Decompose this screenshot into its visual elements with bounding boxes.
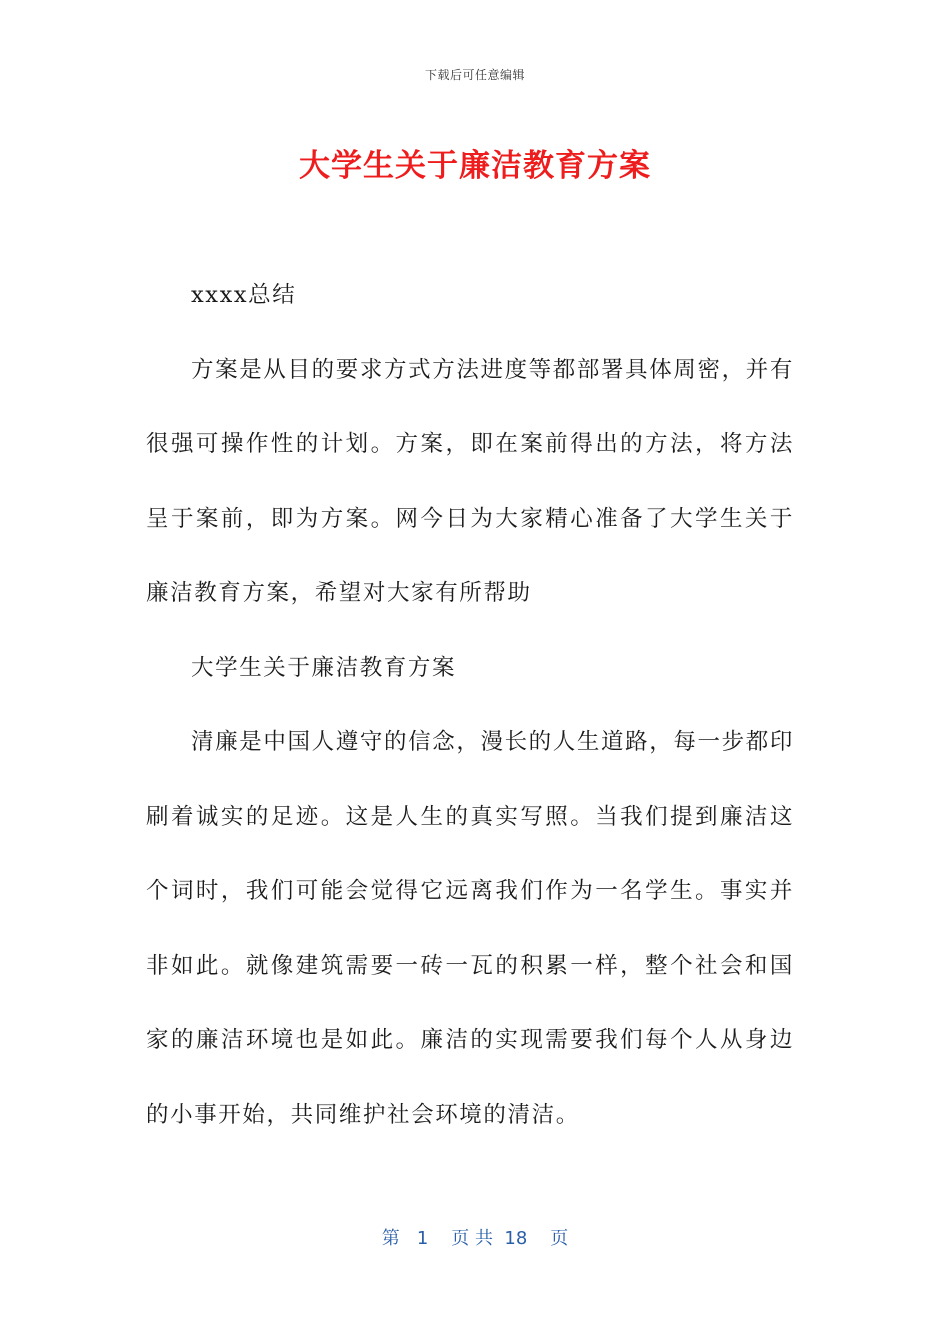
paragraph-subtitle: 大学生关于廉洁教育方案 [191, 654, 457, 681]
paragraph-summary-label: xxxx总结 [191, 282, 297, 308]
paragraph-main: 清廉是中国人遵守的信念，漫长的人生道路，每一步都印刷着诚实的足迹。这是人生的真实写照。当我们提到廉洁这个词时，我们可能会觉得它远离我们作为一名学生。事实并非如此。就像建筑需要一砖一瓦的积累一样，整个社会和国家的廉洁环境也是如此。廉洁的实现需要我们每个人从身边的小事开始，共同维护社会环境的清洁。 [146, 729, 794, 1128]
header-note: 下载后可任意编辑 [424, 68, 525, 82]
page-footer: 第 1 页 共 18 页 [381, 1228, 569, 1249]
paragraph-intro: 方案是从目的要求方式方法进度等都部署具体周密，并有很强可操作性的计划。方案，即在案前得出的方法，将方法呈于案前，即为方案。网今日为大家精心准备了大学生关于廉洁教育方案，希望对大家有所帮助 [146, 356, 794, 606]
document-title: 大学生关于廉洁教育方案 [299, 148, 651, 184]
document-body [146, 258, 794, 1152]
